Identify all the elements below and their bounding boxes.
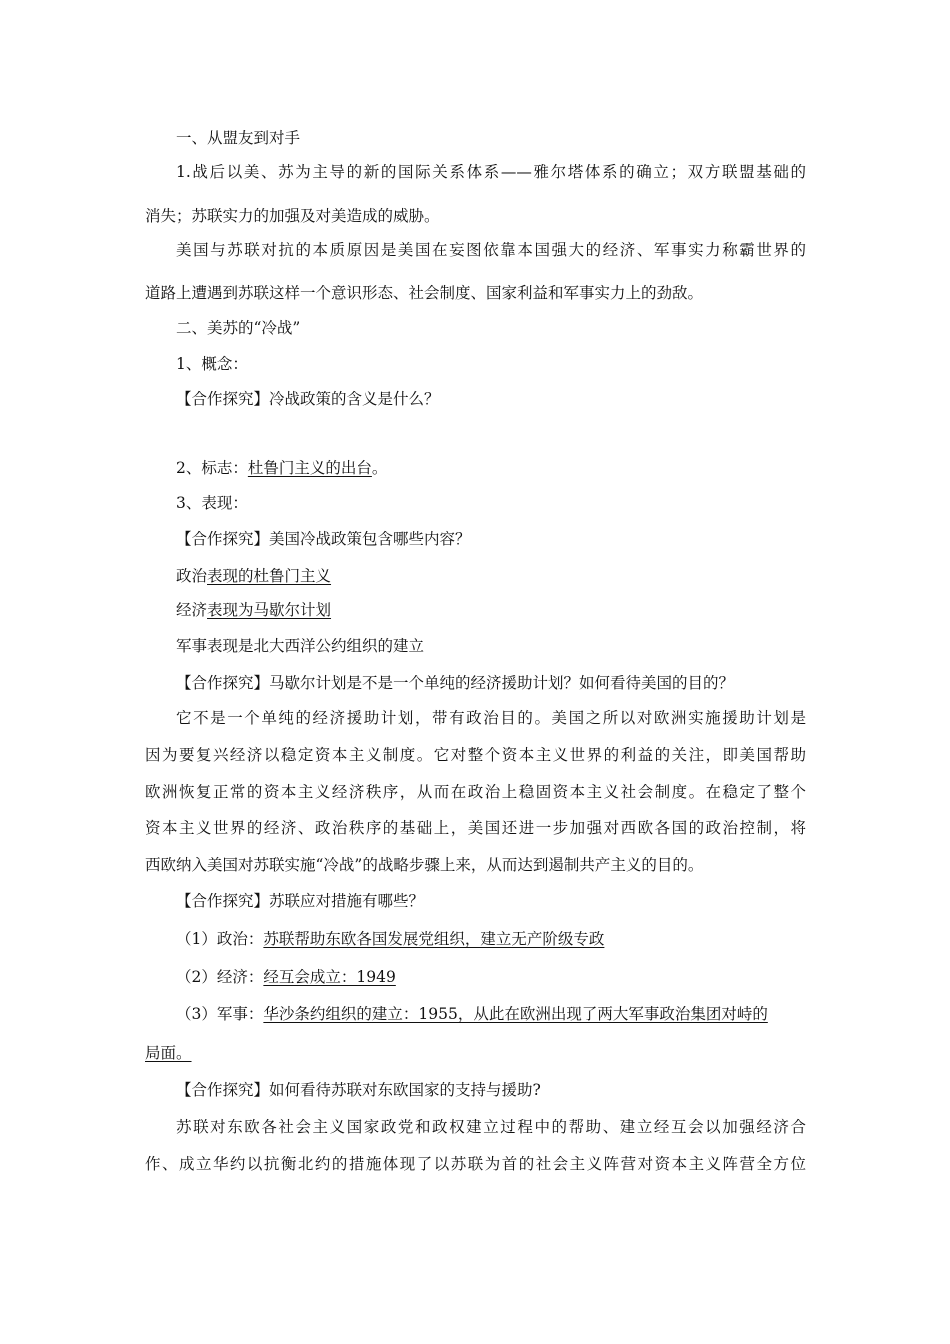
paragraph-line: 资本主义世界的经济、政治秩序的基础上，美国还进一步加强对西欧各国的政治控制，将 [145,819,806,837]
cooperative-inquiry-question: 【合作探究】苏联应对措施有哪些？ [176,892,425,910]
answer-underlined: 局面。 [145,1044,192,1062]
paragraph-line: 作、成立华约以抗衡北约的措施体现了以苏联为首的社会主义阵营对资本主义阵营全方位 [145,1155,806,1173]
paragraph-line: 苏联对东欧各社会主义国家政党和政权建立过程中的帮助、建立经互会以加强经济合 [176,1118,806,1136]
answer-underlined: 经互会成立：1949 [263,968,396,986]
section-heading-1: 一、从盟友到对手 [176,129,301,147]
label: （1）政治： [176,930,264,948]
subheading-concept: 1、概念： [176,355,248,373]
paragraph-line: 道路上遭遇到苏联这样一个意识形态、社会制度、国家利益和军事实力上的劲敌。 [145,284,704,302]
paragraph-line: 西欧纳入美国对苏联实施“冷战”的战略步骤上来，从而达到遏制共产主义的目的。 [145,856,704,874]
punctuation: 。 [371,459,388,477]
paragraph-line: 1.战后以美、苏为主导的新的国际关系体系——雅尔塔体系的确立；双方联盟基础的 [176,163,806,181]
cooperative-inquiry-question: 【合作探究】冷战政策的含义是什么？ [176,390,440,408]
answer-line [176,600,331,620]
answer-underlined: 杜鲁门主义的出台 [247,459,372,477]
label: 经济 [176,601,208,619]
paragraph-line: 它不是一个单纯的经济援助计划，带有政治目的。美国之所以对欧洲实施援助计划是 [176,709,806,727]
answer-line [176,929,604,949]
cooperative-inquiry-question: 【合作探究】美国冷战政策包含哪些内容？ [176,530,471,548]
answer-line: 军事表现是北大西洋公约组织的建立 [176,637,425,655]
answer-line [176,967,396,987]
subheading-manifestation: 3、表现： [176,494,248,512]
answer-underlined: 华沙条约组织的建立：1955，从此在欧洲出现了两大军事政治集团对峙的 [263,1005,768,1023]
answer-underlined: 表现为马歇尔计划 [207,601,332,619]
paragraph-line: 消失；苏联实力的加强及对美造成的威胁。 [145,207,440,225]
paragraph-line: 欧洲恢复正常的资本主义经济秩序，从而在政治上稳固资本主义社会制度。在稳定了整个 [145,783,806,801]
section-heading-2: 二、美苏的“冷战” [176,319,301,337]
paragraph-line: 因为要复兴经济以稳定资本主义制度。它对整个资本主义世界的利益的关注，即美国帮助 [145,746,806,764]
cooperative-inquiry-question: 【合作探究】马歇尔计划是不是一个单纯的经济援助计划？如何看待美国的目的？ [176,674,735,692]
subheading-symbol [176,458,387,478]
label: 政治 [176,567,208,585]
answer-underlined: 苏联帮助东欧各国发展党组织，建立无产阶级专政 [263,930,605,948]
answer-line [176,1004,768,1024]
paragraph-line: 美国与苏联对抗的本质原因是美国在妄图依靠本国强大的经济、军事实力称霸世界的 [176,241,806,259]
answer-underlined: 表现的杜鲁门主义 [207,567,332,585]
cooperative-inquiry-question: 【合作探究】如何看待苏联对东欧国家的支持与援助? [176,1081,541,1099]
label: 2、标志： [176,459,248,477]
label: （3）军事： [176,1005,264,1023]
label: （2）经济： [176,968,264,986]
answer-line [176,566,331,586]
